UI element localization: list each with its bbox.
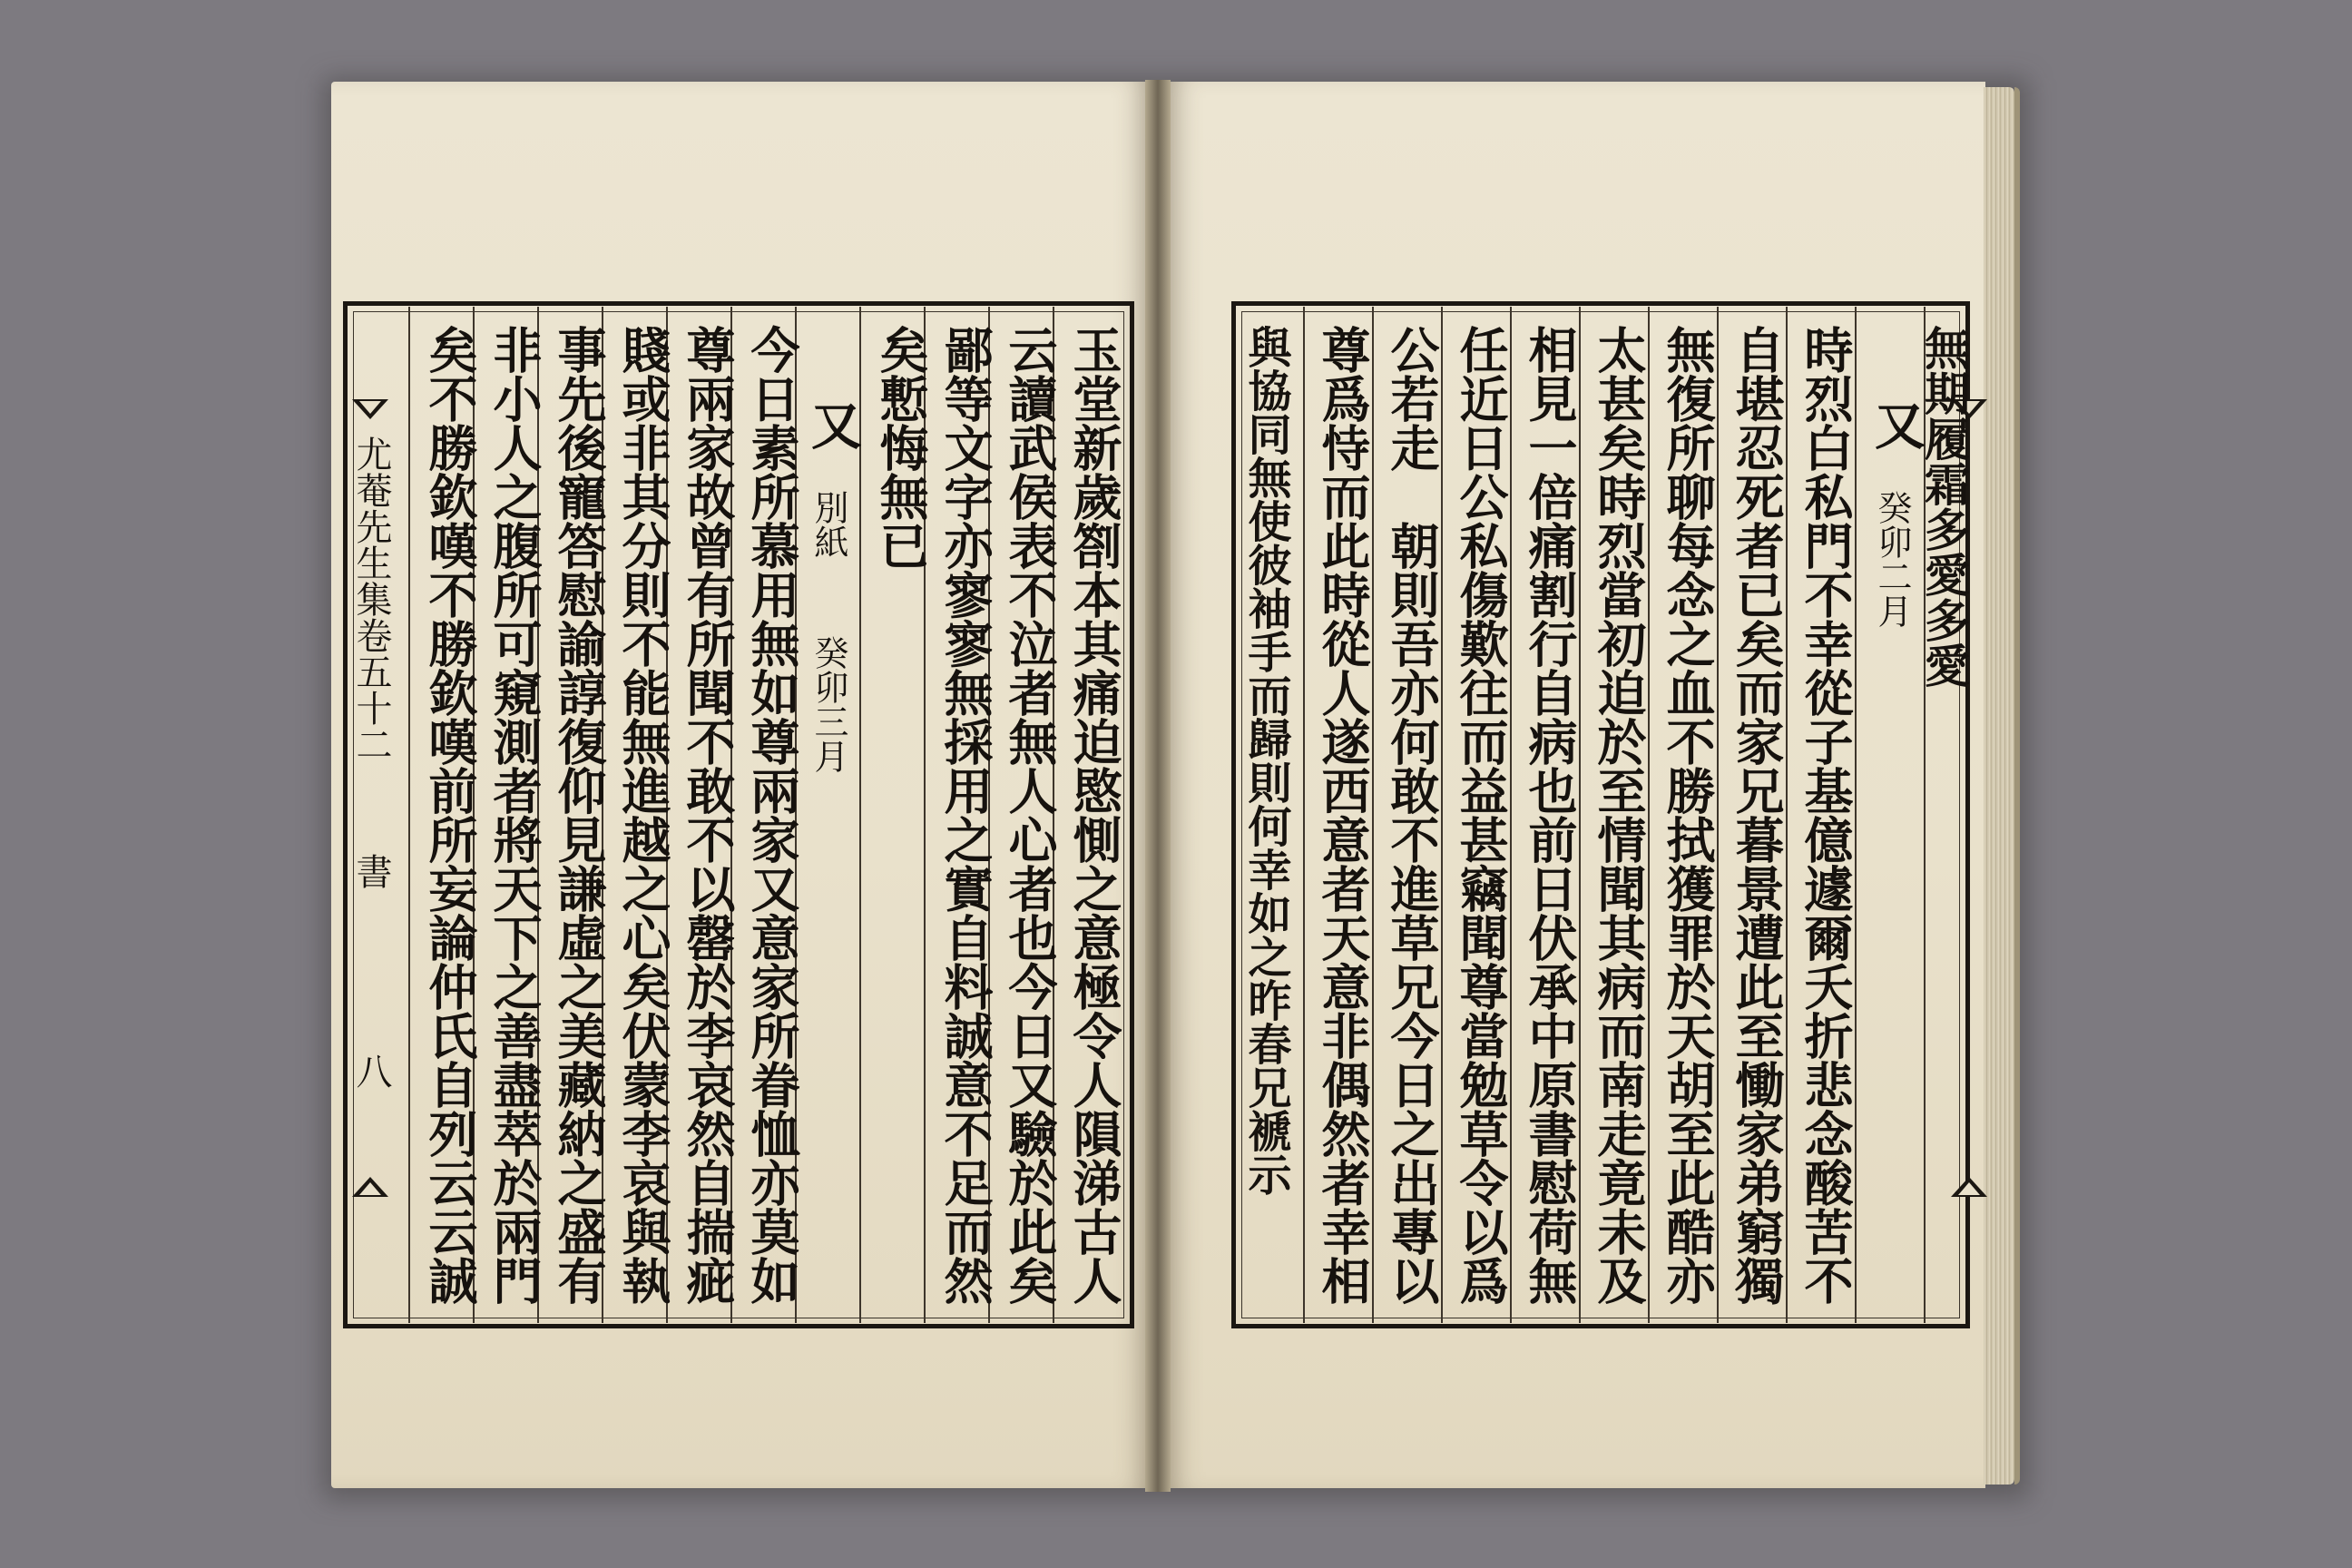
text-column: 太甚矣時烈當初迫於至情聞其病而南走竟未及 (1590, 325, 1648, 1305)
fishtail-ornament-icon (1951, 1175, 1987, 1197)
text-column: 鄙等文字亦寥寥無採用之實自料誠意不足而然 (936, 325, 995, 1305)
text-column: 矣慙悔無已 (872, 325, 930, 570)
section-subheading: 別紙 (808, 490, 848, 559)
text-column: 今日素所慕用無如尊兩家又意家所眷恤亦莫如 (743, 325, 801, 1305)
text-column: 無期履霜多愛多愛 (1917, 325, 1971, 688)
section-date: 癸卯二月 (1872, 490, 1912, 628)
book-gutter (1145, 80, 1171, 1492)
page-edges (1984, 87, 2014, 1485)
margin-book-title: 尤菴先生集卷五十二 (350, 436, 392, 762)
section-heading: 又 (1867, 399, 1926, 450)
margin-section-label: 書 (350, 853, 392, 889)
margin-page-number: 八 (350, 1053, 392, 1089)
text-column: 事先後寵答慰諭諄復仰見謙虛之美藏納之盛有 (550, 325, 608, 1305)
fishtail-ornament-icon (352, 399, 388, 421)
text-column: 玉堂新歲劄本其痛迫愍惻之意極令人隕涕古人 (1065, 325, 1123, 1305)
fishtail-ornament-icon (352, 1175, 388, 1197)
text-column: 非小人之腹所可窺測者將天下之善盡萃於兩門 (485, 325, 544, 1305)
text-column: 云讀武侯表不泣者無人心者也今日又驗於此矣 (1001, 325, 1059, 1305)
text-column: 公若走 朝則吾亦何敢不進草兄今日之出專以 (1383, 325, 1441, 1305)
text-column: 自堪忍死者已矣而家兄暮景遭此至慟家弟窮獨 (1728, 325, 1786, 1305)
text-column: 賤或非其分則不能無進越之心矣伏蒙李哀與執 (614, 325, 672, 1305)
text-column: 時烈白私門不幸從子基億遽爾夭折悲念酸苦不 (1797, 325, 1855, 1305)
section-heading: 又 (803, 399, 863, 450)
text-column: 相見一倍痛割行自病也前日伏承中原書慰荷無 (1521, 325, 1579, 1305)
column-rule (859, 307, 861, 1323)
text-column: 尊兩家故曾有所聞不敢不以罄於李哀然自揣疵 (679, 325, 737, 1305)
section-date: 癸卯三月 (808, 635, 848, 773)
column-rule (1303, 307, 1305, 1323)
text-column: 尊爲恃而此時從人遂西意者天意非偶然者幸相 (1314, 325, 1372, 1305)
text-column-last: 與協同無使彼袖手而歸則何幸如之昨春兄褫示 (1240, 325, 1291, 1196)
text-column: 矣不勝欽嘆不勝欽嘆前所妄論仲氏自列云云誠 (421, 325, 479, 1305)
text-column: 任近日公私傷歎往而益甚竊聞尊當勉草令以爲 (1452, 325, 1510, 1305)
text-column: 無復所聊每念之血不勝拭獲罪於天胡至此酷亦 (1659, 325, 1717, 1305)
column-rule (408, 307, 410, 1323)
